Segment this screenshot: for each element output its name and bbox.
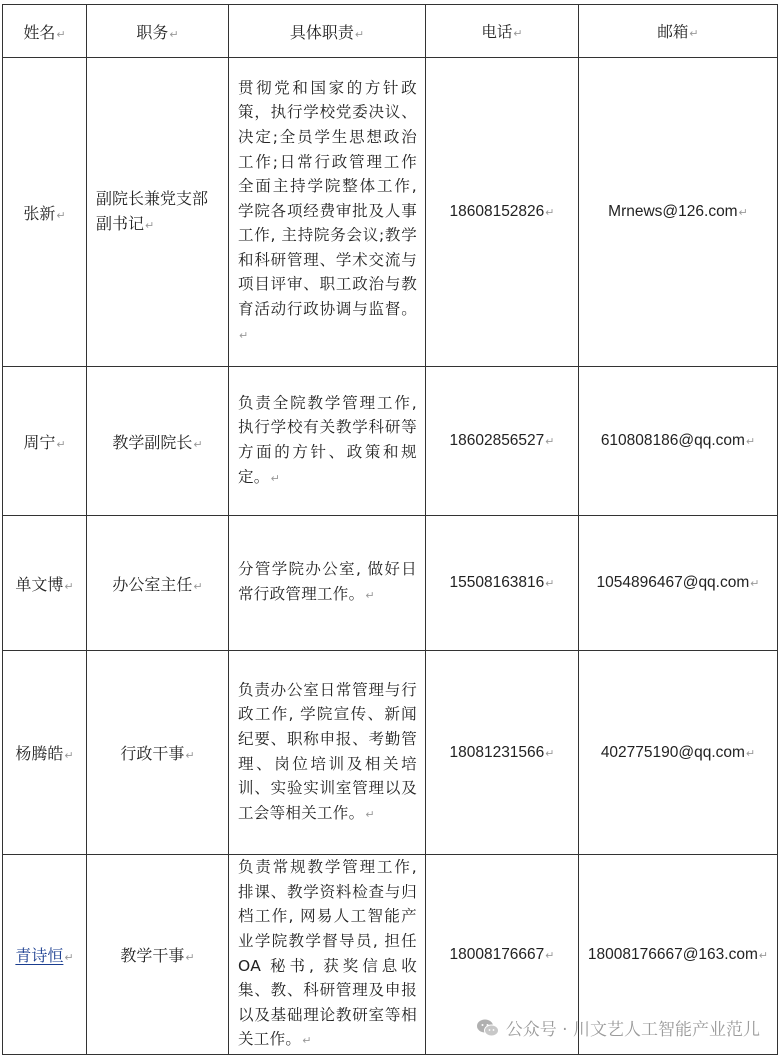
cell-name: 张新↵ [3,58,87,367]
cell-phone: 18081231566↵ [426,651,579,855]
cell-email[interactable]: Mrnews@126.com↵ [579,58,778,367]
cell-duty: 负责办公室日常管理与行政工作, 学院宣传、新闻纪要、职称申报、考勤管理、岗位培训及相关培训、实验实训室管理以及工会等相关工作。↵ [229,651,426,855]
cell-duty: 负责全院教学管理工作,执行学校有关教学科研等方面的方针、政策和规定。↵ [229,367,426,516]
cell-duty: 分管学院办公室, 做好日常行政管理工作。↵ [229,516,426,651]
watermark [476,1015,760,1040]
cell-role: 办公室主任↵ [87,516,229,651]
watermark-text: 公众号 · 川文艺人工智能产业范儿 [505,1020,760,1040]
cell-phone: 18608152826↵ [426,58,579,367]
header-name: 姓名↵ [3,5,87,58]
wechat-icon [476,1018,500,1038]
staff-table [2,4,778,1055]
cell-name: 杨腾皓↵ [3,651,87,855]
cell-duty: 负责常规教学管理工作,排课、教学资料检查与归档工作, 网易人工智能产业学院教学督导员, 担任 OA 秘书, 获奖信息收集、教、科研管理及申报以及基础理论教研室等相关工作。↵ [229,855,426,1055]
header-phone: 电话↵ [426,5,579,58]
header-role: 职务↵ [87,5,229,58]
cell-role: 教学干事↵ [87,855,229,1055]
table-row [3,516,778,651]
cell-phone: 15508163816↵ [426,516,579,651]
cell-name: 单文博↵ [3,516,87,651]
header-row [3,5,778,58]
header-duty: 具体职责↵ [229,5,426,58]
header-email: 邮箱↵ [579,5,778,58]
table-row [3,367,778,516]
cell-role: 教学副院长↵ [87,367,229,516]
cell-email[interactable]: 18008176667@163.com↵ [579,855,778,1055]
cell-duty: 贯彻党和国家的方针政策，执行学校党委决议、决定;全员学生思想政治工作;日常行政管理工作全面主持学院整体工作,学院各项经费审批及人事工作, 主持院务会议;教学和科研管理、学术交流与项目评审、职工政治与教育活动行政协调与监督。↵ [229,58,426,367]
cell-role: 副院长兼党支部副书记↵ [87,58,229,367]
cell-email[interactable]: 610808186@qq.com↵ [579,367,778,516]
cell-email[interactable]: 1054896467@qq.com↵ [579,516,778,651]
cell-role: 行政干事↵ [87,651,229,855]
cell-phone: 18008176667↵ [426,855,579,1055]
table-row [3,58,778,367]
cell-name[interactable]: 青诗恒↵ [3,855,87,1055]
cell-name: 周宁↵ [3,367,87,516]
cell-email[interactable]: 402775190@qq.com↵ [579,651,778,855]
table-row [3,651,778,855]
cell-phone: 18602856527↵ [426,367,579,516]
